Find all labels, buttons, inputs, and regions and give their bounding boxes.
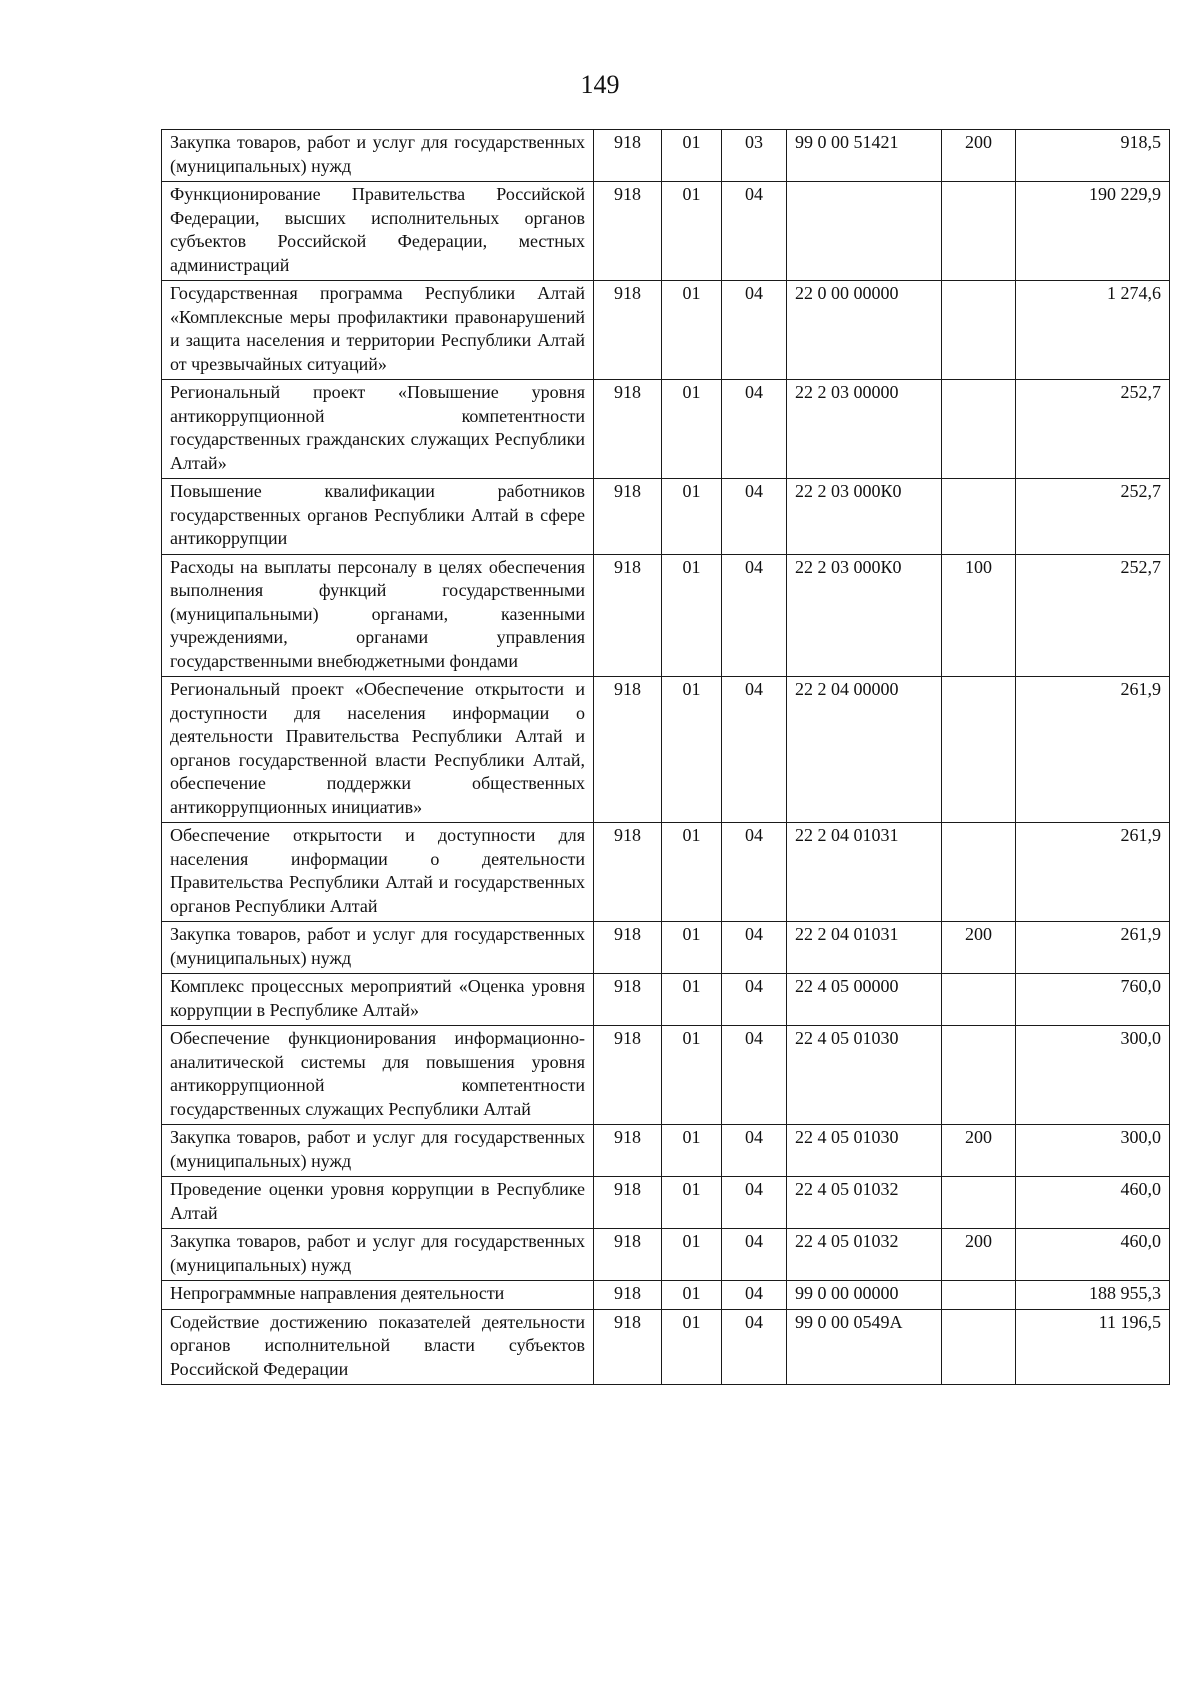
section-code-cell: 01 bbox=[662, 922, 722, 974]
subsection-code-cell: 04 bbox=[722, 1229, 787, 1281]
amount-cell: 918,5 bbox=[1016, 130, 1170, 182]
target-code-cell: 22 2 03 00000 bbox=[787, 380, 942, 479]
ministry-code-cell: 918 bbox=[594, 677, 662, 823]
target-code-cell: 22 2 04 00000 bbox=[787, 677, 942, 823]
ministry-code-cell: 918 bbox=[594, 281, 662, 380]
target-code-cell: 22 2 04 01031 bbox=[787, 922, 942, 974]
expense-name-cell: Функционирование Правительства Российской Федерации, высших исполнительных органов субъектов Российской Федерации, местных администраций bbox=[162, 182, 594, 281]
amount-cell: 1 274,6 bbox=[1016, 281, 1170, 380]
section-code-cell: 01 bbox=[662, 281, 722, 380]
ministry-code-cell: 918 bbox=[594, 1026, 662, 1125]
subsection-code-cell: 04 bbox=[722, 677, 787, 823]
expense-type-code-cell bbox=[942, 380, 1016, 479]
section-code-cell: 01 bbox=[662, 823, 722, 922]
subsection-code-cell: 04 bbox=[722, 974, 787, 1026]
expense-name-cell: Обеспечение открытости и доступности для населения информации о деятельности Правительства Республики Алтай и государственных органов Республики Алтай bbox=[162, 823, 594, 922]
expense-type-code-cell bbox=[942, 281, 1016, 380]
table-row bbox=[162, 974, 1170, 1026]
ministry-code-cell: 918 bbox=[594, 1309, 662, 1385]
subsection-code-cell: 04 bbox=[722, 182, 787, 281]
expense-name-cell: Региональный проект «Обеспечение открытости и доступности для населения информации о деятельности Правительства Республики Алтай и органов государственной власти Республики Алтай, обеспечение поддержки общественных антикоррупционных инициатив» bbox=[162, 677, 594, 823]
expense-type-code-cell bbox=[942, 1026, 1016, 1125]
amount-cell: 190 229,9 bbox=[1016, 182, 1170, 281]
expense-name-cell: Закупка товаров, работ и услуг для государственных (муниципальных) нужд bbox=[162, 130, 594, 182]
expense-name-cell: Закупка товаров, работ и услуг для государственных (муниципальных) нужд bbox=[162, 1125, 594, 1177]
expense-name-cell: Повышение квалификации работников государственных органов Республики Алтай в сфере антикоррупции bbox=[162, 479, 594, 555]
ministry-code-cell: 918 bbox=[594, 182, 662, 281]
ministry-code-cell: 918 bbox=[594, 479, 662, 555]
target-code-cell: 99 0 00 0549А bbox=[787, 1309, 942, 1385]
subsection-code-cell: 04 bbox=[722, 1125, 787, 1177]
table-row bbox=[162, 1281, 1170, 1310]
subsection-code-cell: 04 bbox=[722, 380, 787, 479]
section-code-cell: 01 bbox=[662, 974, 722, 1026]
ministry-code-cell: 918 bbox=[594, 974, 662, 1026]
section-code-cell: 01 bbox=[662, 380, 722, 479]
section-code-cell: 01 bbox=[662, 677, 722, 823]
expense-type-code-cell bbox=[942, 182, 1016, 281]
target-code-cell: 22 4 05 01032 bbox=[787, 1229, 942, 1281]
amount-cell: 261,9 bbox=[1016, 922, 1170, 974]
table-row bbox=[162, 823, 1170, 922]
expense-type-code-cell bbox=[942, 1281, 1016, 1310]
expense-type-code-cell: 200 bbox=[942, 922, 1016, 974]
table-row bbox=[162, 1229, 1170, 1281]
amount-cell: 252,7 bbox=[1016, 479, 1170, 555]
amount-cell: 300,0 bbox=[1016, 1125, 1170, 1177]
amount-cell: 460,0 bbox=[1016, 1177, 1170, 1229]
amount-cell: 188 955,3 bbox=[1016, 1281, 1170, 1310]
target-code-cell bbox=[787, 182, 942, 281]
expense-name-cell: Закупка товаров, работ и услуг для государственных (муниципальных) нужд bbox=[162, 1229, 594, 1281]
ministry-code-cell: 918 bbox=[594, 554, 662, 677]
expense-name-cell: Содействие достижению показателей деятельности органов исполнительной власти субъектов Российской Федерации bbox=[162, 1309, 594, 1385]
target-code-cell: 22 2 03 000К0 bbox=[787, 554, 942, 677]
table-row bbox=[162, 1125, 1170, 1177]
amount-cell: 261,9 bbox=[1016, 823, 1170, 922]
subsection-code-cell: 03 bbox=[722, 130, 787, 182]
target-code-cell: 22 4 05 00000 bbox=[787, 974, 942, 1026]
target-code-cell: 22 0 00 00000 bbox=[787, 281, 942, 380]
table-row bbox=[162, 554, 1170, 677]
amount-cell: 261,9 bbox=[1016, 677, 1170, 823]
subsection-code-cell: 04 bbox=[722, 1177, 787, 1229]
budget-table-body bbox=[162, 130, 1170, 1385]
target-code-cell: 22 4 05 01032 bbox=[787, 1177, 942, 1229]
section-code-cell: 01 bbox=[662, 1125, 722, 1177]
ministry-code-cell: 918 bbox=[594, 130, 662, 182]
table-row bbox=[162, 130, 1170, 182]
ministry-code-cell: 918 bbox=[594, 380, 662, 479]
expense-type-code-cell bbox=[942, 1309, 1016, 1385]
target-code-cell: 22 2 04 01031 bbox=[787, 823, 942, 922]
section-code-cell: 01 bbox=[662, 1026, 722, 1125]
ministry-code-cell: 918 bbox=[594, 1125, 662, 1177]
amount-cell: 460,0 bbox=[1016, 1229, 1170, 1281]
amount-cell: 300,0 bbox=[1016, 1026, 1170, 1125]
expense-name-cell: Региональный проект «Повышение уровня антикоррупционной компетентности государственных гражданских служащих Республики Алтай» bbox=[162, 380, 594, 479]
amount-cell: 760,0 bbox=[1016, 974, 1170, 1026]
expense-name-cell: Комплекс процессных мероприятий «Оценка уровня коррупции в Республике Алтай» bbox=[162, 974, 594, 1026]
expense-type-code-cell: 200 bbox=[942, 130, 1016, 182]
subsection-code-cell: 04 bbox=[722, 823, 787, 922]
budget-table bbox=[161, 129, 1170, 1385]
expense-type-code-cell bbox=[942, 1177, 1016, 1229]
subsection-code-cell: 04 bbox=[722, 1309, 787, 1385]
table-row bbox=[162, 1177, 1170, 1229]
table-row bbox=[162, 677, 1170, 823]
section-code-cell: 01 bbox=[662, 1229, 722, 1281]
table-row bbox=[162, 182, 1170, 281]
subsection-code-cell: 04 bbox=[722, 281, 787, 380]
section-code-cell: 01 bbox=[662, 1281, 722, 1310]
ministry-code-cell: 918 bbox=[594, 823, 662, 922]
subsection-code-cell: 04 bbox=[722, 1026, 787, 1125]
amount-cell: 252,7 bbox=[1016, 380, 1170, 479]
expense-type-code-cell: 200 bbox=[942, 1125, 1016, 1177]
table-row bbox=[162, 1026, 1170, 1125]
ministry-code-cell: 918 bbox=[594, 1229, 662, 1281]
subsection-code-cell: 04 bbox=[722, 554, 787, 677]
table-row bbox=[162, 922, 1170, 974]
target-code-cell: 22 4 05 01030 bbox=[787, 1125, 942, 1177]
expense-type-code-cell bbox=[942, 823, 1016, 922]
expense-type-code-cell bbox=[942, 479, 1016, 555]
expense-type-code-cell: 200 bbox=[942, 1229, 1016, 1281]
amount-cell: 11 196,5 bbox=[1016, 1309, 1170, 1385]
subsection-code-cell: 04 bbox=[722, 479, 787, 555]
table-row bbox=[162, 479, 1170, 555]
expense-type-code-cell bbox=[942, 974, 1016, 1026]
section-code-cell: 01 bbox=[662, 1309, 722, 1385]
table-row bbox=[162, 380, 1170, 479]
section-code-cell: 01 bbox=[662, 554, 722, 677]
section-code-cell: 01 bbox=[662, 130, 722, 182]
subsection-code-cell: 04 bbox=[722, 922, 787, 974]
target-code-cell: 99 0 00 00000 bbox=[787, 1281, 942, 1310]
subsection-code-cell: 04 bbox=[722, 1281, 787, 1310]
table-row bbox=[162, 281, 1170, 380]
target-code-cell: 22 4 05 01030 bbox=[787, 1026, 942, 1125]
expense-type-code-cell: 100 bbox=[942, 554, 1016, 677]
ministry-code-cell: 918 bbox=[594, 1177, 662, 1229]
section-code-cell: 01 bbox=[662, 182, 722, 281]
expense-type-code-cell bbox=[942, 677, 1016, 823]
target-code-cell: 22 2 03 000К0 bbox=[787, 479, 942, 555]
table-row bbox=[162, 1309, 1170, 1385]
section-code-cell: 01 bbox=[662, 479, 722, 555]
expense-name-cell: Государственная программа Республики Алтай «Комплексные меры профилактики правонарушений и защита населения и территории Республики Алтай от чрезвычайных ситуаций» bbox=[162, 281, 594, 380]
expense-name-cell: Расходы на выплаты персоналу в целях обеспечения выполнения функций государственными (муниципальными) органами, казенными учреждениями, органами управления государственными внебюджетными фондами bbox=[162, 554, 594, 677]
expense-name-cell: Непрограммные направления деятельности bbox=[162, 1281, 594, 1310]
section-code-cell: 01 bbox=[662, 1177, 722, 1229]
target-code-cell: 99 0 00 51421 bbox=[787, 130, 942, 182]
amount-cell: 252,7 bbox=[1016, 554, 1170, 677]
expense-name-cell: Проведение оценки уровня коррупции в Республике Алтай bbox=[162, 1177, 594, 1229]
ministry-code-cell: 918 bbox=[594, 1281, 662, 1310]
expense-name-cell: Обеспечение функционирования информационно-аналитической системы для повышения уровня антикоррупционной компетентности государственных служащих Республики Алтай bbox=[162, 1026, 594, 1125]
expense-name-cell: Закупка товаров, работ и услуг для государственных (муниципальных) нужд bbox=[162, 922, 594, 974]
page-number: 149 bbox=[580, 70, 620, 99]
ministry-code-cell: 918 bbox=[594, 922, 662, 974]
